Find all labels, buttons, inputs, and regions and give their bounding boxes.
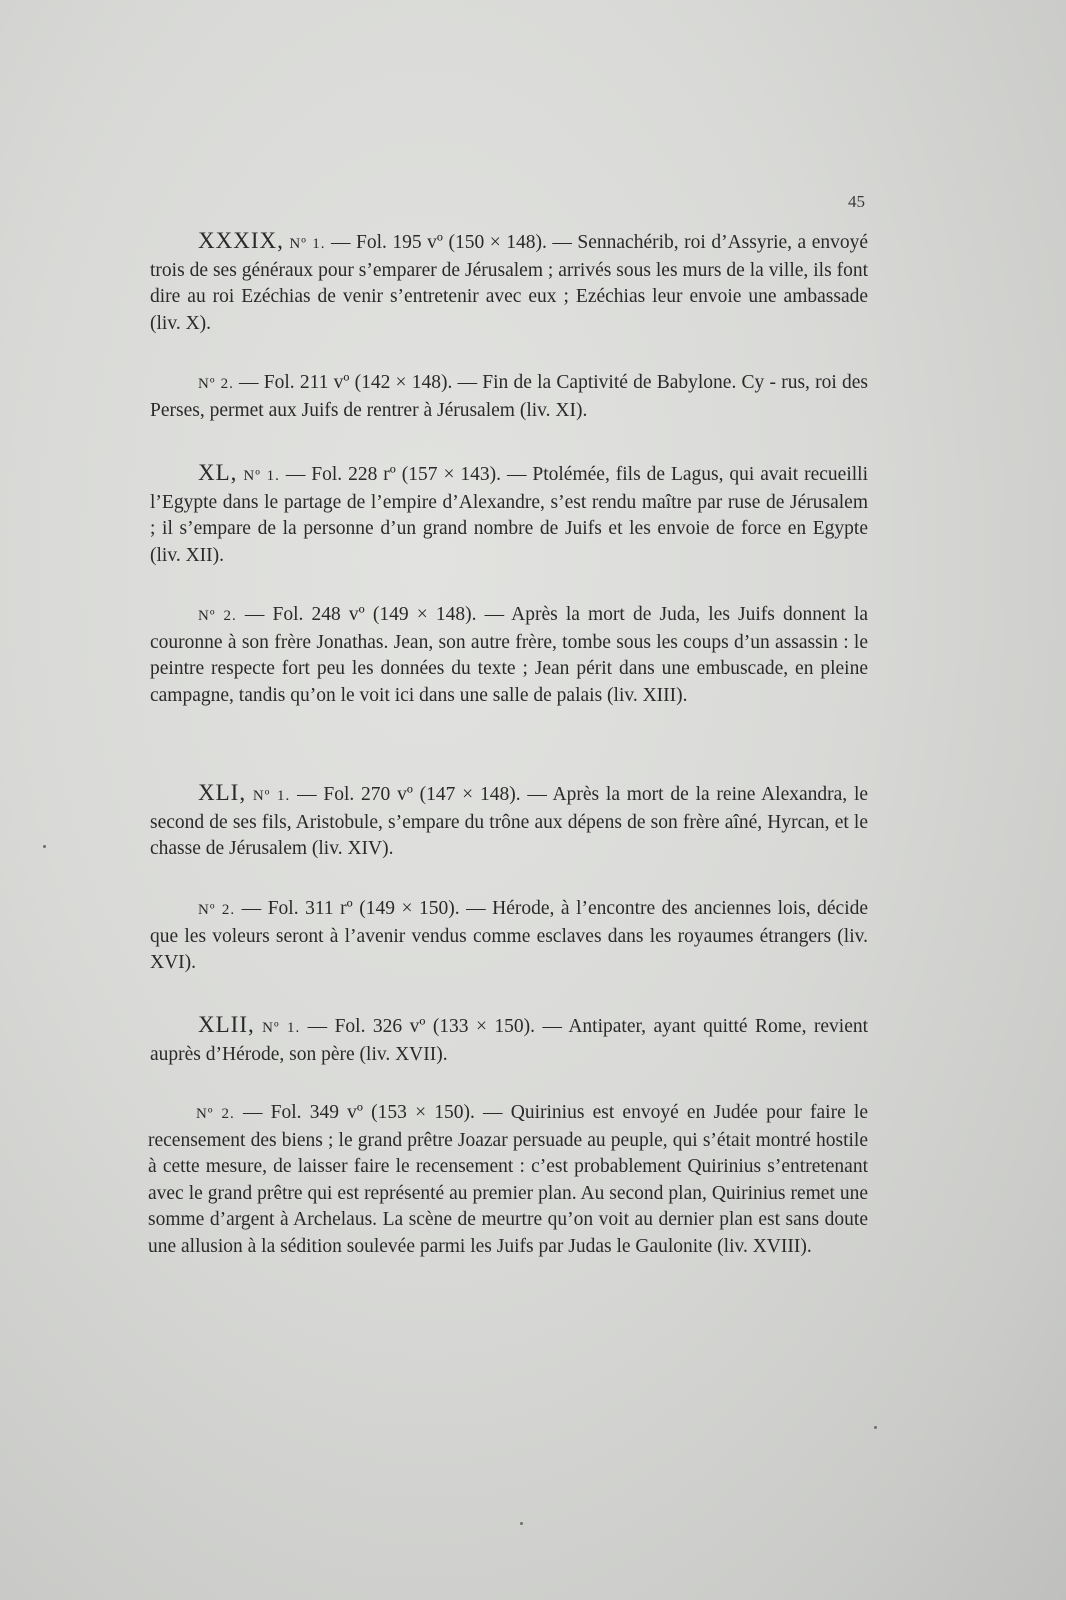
entry-plate-xli-1 [150, 780, 868, 863]
entry-plate-xl-2 [150, 602, 868, 709]
entry-text: — Fol. 195 vº (150 × 148). — Sennachérib, roi d’Assyrie, a envoyé trois de ses généraux pour s’emparer de Jérusalem ; arrivés sous les murs de la ville, ils font dire au roi Ezéchias de venir s’entretenir avec eux ; Ezéchias leur envoie une ambassade (liv. X). [150, 232, 869, 334]
entry-text: — Fol. 311 rº (149 × 150). — Hérode, à l’encontre des anciennes lois, décide que les voleurs seront à l’avenir vendus comme esclaves dans les royaumes étrangers (liv. XVI). [150, 898, 869, 973]
entry-plate-xlii-2 [148, 1100, 868, 1260]
page-number: 45 [848, 192, 865, 211]
entry-text: — Fol. 326 vº (133 × 150). — Antipater, ayant quitté Rome, revient auprès d’Hérode, son père (liv. XVII). [150, 1016, 869, 1065]
item-number: Nº 1. [252, 788, 291, 804]
item-number: Nº 1. [243, 468, 280, 484]
paper-speck [520, 1522, 523, 1525]
item-number: Nº 2. [198, 376, 234, 392]
entry-plate-xxxix-1 [150, 228, 868, 337]
plate-label: XLII, [198, 1012, 255, 1037]
item-number: Nº 2. [198, 608, 237, 624]
entry-text: — Fol. 228 rº (157 × 143). — Ptolémée, fils de Lagus, qui avait recueilli l’Egypte dans le partage de l’empire d’Alexandre, s’est rendu maître par ruse de Jérusalem ; il s’empare de la personne d’un grand nombre de Juifs et les envoie de force en Egypte (liv. XII). [150, 464, 868, 566]
item-number: Nº 1. [262, 1020, 301, 1036]
item-number: Nº 2. [196, 1106, 235, 1122]
plate-label: XLI, [198, 780, 247, 805]
entry-plate-xlii-1 [150, 1012, 868, 1068]
entry-plate-xli-2 [150, 896, 868, 977]
paper-speck [43, 845, 46, 848]
entry-text: — Fol. 270 vº (147 × 148). — Après la mort de la reine Alexandra, le second de ses fils, Aristobule, s’empare du trône aux dépens de son frère aîné, Hyrcan, et le chasse de Jérusalem (liv. XIV). [150, 784, 869, 859]
entry-plate-xl-1 [150, 460, 868, 569]
entry-plate-xxxix-2 [150, 370, 868, 424]
plate-label: XL, [198, 460, 238, 485]
entry-text: — Fol. 248 vº (149 × 148). — Après la mort de Juda, les Juifs donnent la couronne à son frère Jonathas. Jean, son autre frère, tombe sous les coups d’un assassin : le peintre respecte fort peu les données du texte ; Jean périt dans une embuscade, en pleine campagne, tandis qu’on le voit ici dans une salle de palais (liv. XIII). [150, 604, 869, 706]
item-number: Nº 2. [198, 902, 236, 918]
entry-text: — Fol. 349 vº (153 × 150). — Quirinius est envoyé en Judée pour faire le recensement des biens ; le grand prêtre Joazar persuade au peuple, qui s’était montré hostile à cette mesure, de laisser faire le recensement : c’est probablement Quirinius s’entretenant avec le grand prêtre qui est représenté au premier plan. Au second plan, Quirinius remet une somme d’argent à Archelaus. La scène de meurtre qu’on voit au dernier plan est sans doute une allusion à la sédition soulevée parmi les Juifs par Judas le Gaulonite (liv. XVIII). [148, 1102, 868, 1257]
entry-text: — Fol. 211 vº (142 × 148). — Fin de la Captivité de Babylone. Cy - rus, roi des Perses, permet aux Juifs de rentrer à Jérusalem (liv. XI). [150, 372, 869, 421]
paper-speck [874, 1426, 877, 1429]
plate-label: XXXIX, [198, 228, 284, 253]
item-number: Nº 1. [289, 236, 326, 252]
